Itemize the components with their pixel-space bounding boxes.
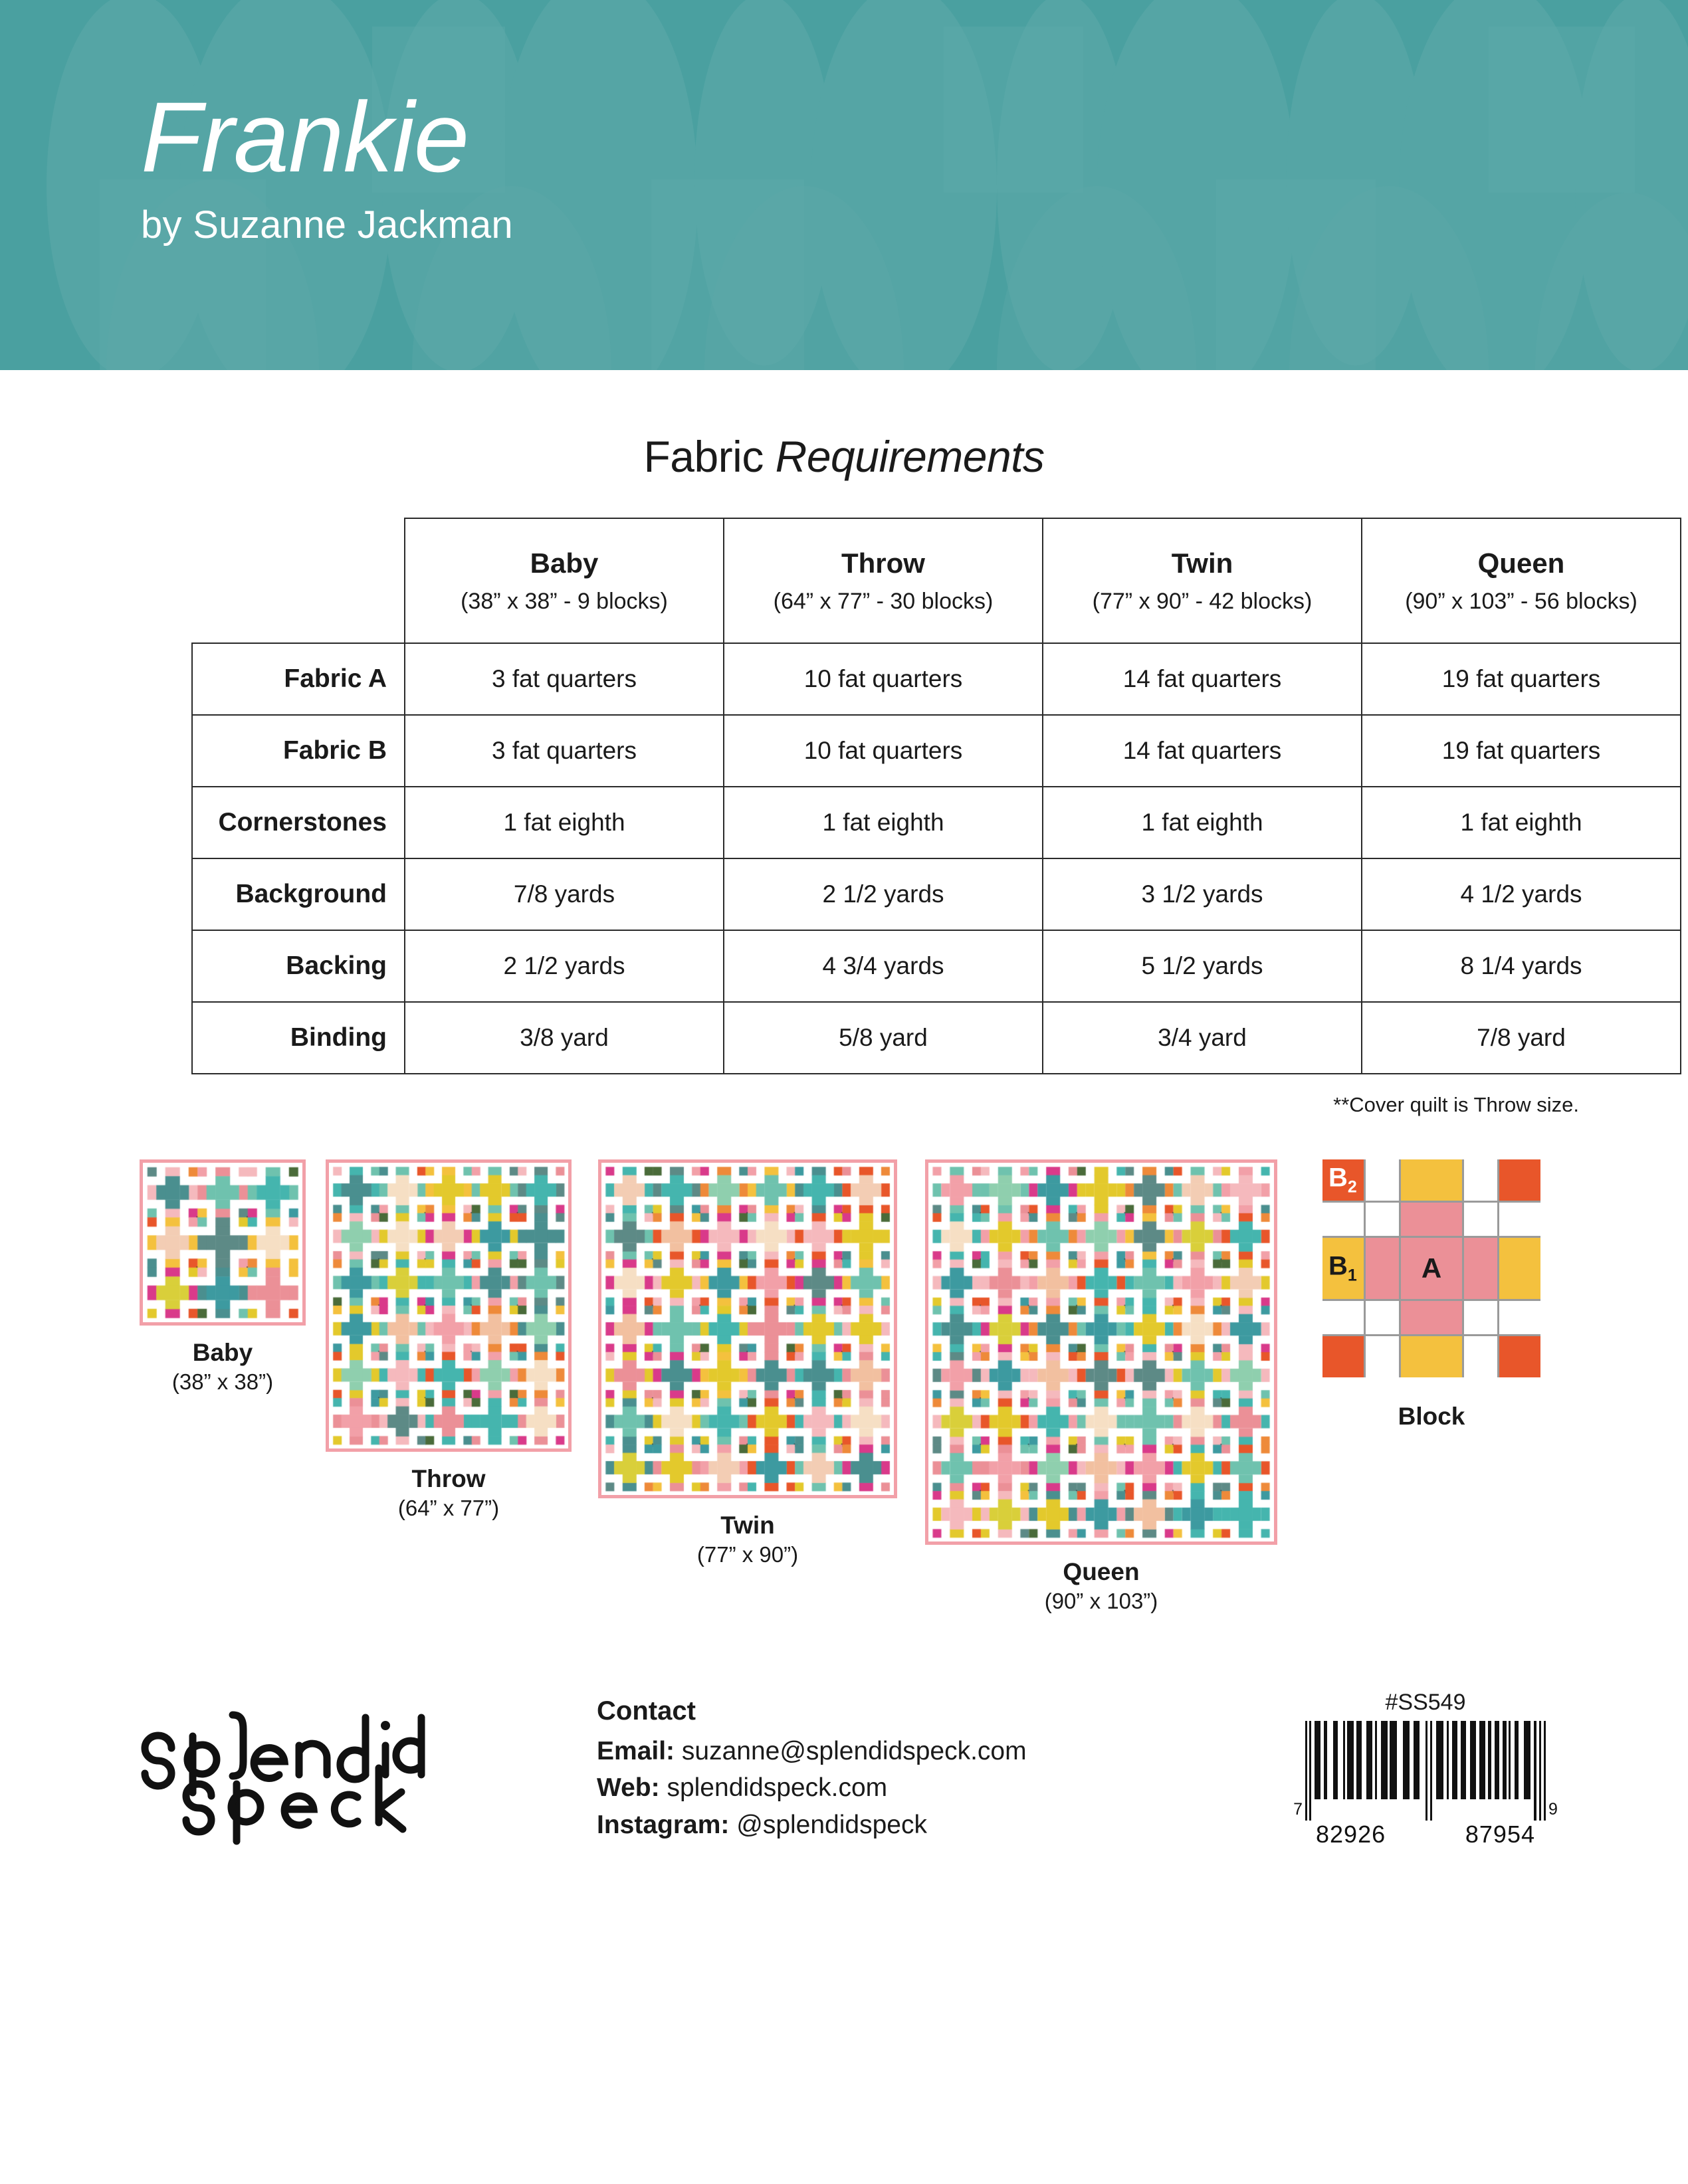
block-cell-cornerstone bbox=[1499, 1336, 1540, 1377]
quilt-thumbnail-throw bbox=[326, 1159, 572, 1522]
cell-background-throw: 2 1/2 yards bbox=[724, 858, 1043, 930]
block-cell-fabric-b bbox=[1401, 1159, 1462, 1201]
contact-web-label: Web: bbox=[597, 1773, 660, 1803]
title-word-regular: Fabric bbox=[643, 432, 776, 481]
contact-email-value[interactable]: suzanne@splendidspeck.com bbox=[681, 1737, 1027, 1765]
table-header-row bbox=[192, 518, 1681, 643]
block-cell-background bbox=[1322, 1301, 1364, 1334]
quilt-name: Twin bbox=[720, 1512, 775, 1539]
quilt-size-gallery bbox=[0, 1153, 1688, 1644]
sku-number: #SS549 bbox=[1385, 1690, 1466, 1715]
column-dimensions: (38” x 38” - 9 blocks) bbox=[461, 588, 668, 614]
row-label-cornerstones: Cornerstones bbox=[192, 787, 405, 858]
column-header-baby bbox=[405, 518, 724, 643]
block-cell-cornerstone bbox=[1499, 1159, 1540, 1201]
cell-fabric-b-queen: 19 fat quarters bbox=[1362, 715, 1681, 787]
block-cell-fabric-a bbox=[1401, 1301, 1462, 1334]
contact-block bbox=[597, 1696, 1027, 1843]
cell-cornerstones-throw: 1 fat eighth bbox=[724, 787, 1043, 858]
page-header-banner bbox=[0, 0, 1688, 370]
column-header-queen bbox=[1362, 518, 1681, 643]
block-cell-background bbox=[1366, 1203, 1399, 1236]
column-header-throw bbox=[724, 518, 1043, 643]
block-label-b2: $B_2$ bbox=[1328, 1163, 1357, 1197]
column-name: Twin bbox=[1171, 547, 1233, 579]
block-diagram-grid bbox=[1322, 1159, 1540, 1377]
quilt-image-twin bbox=[601, 1163, 894, 1495]
block-cell-background bbox=[1366, 1336, 1399, 1377]
column-name: Baby bbox=[530, 547, 599, 579]
row-label-fabric-a: Fabric A bbox=[192, 643, 405, 715]
cell-binding-twin: 3/4 yard bbox=[1043, 1002, 1362, 1074]
cell-fabric-a-throw: 10 fat quarters bbox=[724, 643, 1043, 715]
cell-background-baby: 7/8 yards bbox=[405, 858, 724, 930]
block-cell-fabric-a bbox=[1366, 1238, 1399, 1299]
cell-backing-queen: 8 1/4 yards bbox=[1362, 930, 1681, 1002]
block-cell-background bbox=[1322, 1203, 1364, 1236]
block-cell-fabric-b bbox=[1499, 1238, 1540, 1299]
quilt-label-queen bbox=[925, 1557, 1277, 1615]
page-title: Frankie bbox=[141, 81, 469, 193]
quilt-dimensions: (90” x 103”) bbox=[1044, 1589, 1158, 1614]
page-footer bbox=[0, 1663, 1688, 1969]
block-cell-background bbox=[1464, 1336, 1497, 1377]
column-header-twin bbox=[1043, 518, 1362, 643]
quilt-name: Queen bbox=[1063, 1558, 1140, 1585]
table-row bbox=[192, 858, 1681, 930]
contact-web-value[interactable]: splendidspeck.com bbox=[667, 1773, 888, 1803]
barcode-row bbox=[1283, 1721, 1568, 1821]
quilt-dimensions: (38” x 38”) bbox=[171, 1369, 274, 1395]
block-cell-background bbox=[1464, 1159, 1497, 1201]
column-dimensions: (77” x 90” - 42 blocks) bbox=[1092, 588, 1313, 614]
quilt-image-throw bbox=[329, 1163, 568, 1448]
title-word-italic: Requirements bbox=[775, 432, 1045, 481]
block-cell-background bbox=[1366, 1159, 1399, 1201]
barcode-group-left: 82926 bbox=[1316, 1821, 1386, 1848]
table-row bbox=[192, 643, 1681, 715]
block-label-b1: $B_1$ bbox=[1328, 1251, 1357, 1285]
barcode-trail-digit: 9 bbox=[1548, 1800, 1558, 1819]
block-cell-background bbox=[1464, 1203, 1497, 1236]
column-name: Queen bbox=[1477, 547, 1565, 579]
quilt-label-throw bbox=[326, 1464, 572, 1522]
contact-web-line bbox=[597, 1769, 1027, 1806]
quilt-border-throw bbox=[326, 1159, 572, 1452]
block-cell-background bbox=[1464, 1301, 1497, 1334]
cell-backing-throw: 4 3/4 yards bbox=[724, 930, 1043, 1002]
block-diagram-label: Block bbox=[1398, 1403, 1465, 1430]
cell-fabric-a-queen: 19 fat quarters bbox=[1362, 643, 1681, 715]
author-byline: by Suzanne Jackman bbox=[141, 203, 513, 247]
cell-fabric-a-baby: 3 fat quarters bbox=[405, 643, 724, 715]
row-label-backing: Backing bbox=[192, 930, 405, 1002]
contact-heading: Contact bbox=[597, 1696, 696, 1726]
contact-instagram-label: Instagram: bbox=[597, 1810, 730, 1839]
cell-cornerstones-queen: 1 fat eighth bbox=[1362, 787, 1681, 858]
barcode-lead-digit: 7 bbox=[1293, 1800, 1303, 1819]
cell-background-queen: 4 1/2 yards bbox=[1362, 858, 1681, 930]
cell-fabric-b-baby: 3 fat quarters bbox=[405, 715, 724, 787]
barcode-block bbox=[1283, 1690, 1568, 1848]
column-dimensions: (64” x 77” - 30 blocks) bbox=[773, 588, 994, 614]
cell-background-twin: 3 1/2 yards bbox=[1043, 858, 1362, 930]
block-cell-fabric-a bbox=[1401, 1238, 1462, 1299]
block-cell-background bbox=[1499, 1301, 1540, 1334]
cell-backing-twin: 5 1/2 yards bbox=[1043, 930, 1362, 1002]
column-name: Throw bbox=[841, 547, 925, 579]
column-dimensions: (90” x 103” - 56 blocks) bbox=[1405, 588, 1637, 614]
cell-cornerstones-twin: 1 fat eighth bbox=[1043, 787, 1362, 858]
cell-fabric-b-twin: 14 fat quarters bbox=[1043, 715, 1362, 787]
block-cell-fabric-a bbox=[1401, 1203, 1462, 1236]
cell-fabric-b-throw: 10 fat quarters bbox=[724, 715, 1043, 787]
fabric-requirements-table bbox=[191, 518, 1681, 1074]
block-cell-background bbox=[1499, 1203, 1540, 1236]
cell-binding-baby: 3/8 yard bbox=[405, 1002, 724, 1074]
table-row bbox=[192, 930, 1681, 1002]
cell-backing-baby: 2 1/2 yards bbox=[405, 930, 724, 1002]
contact-email-line bbox=[597, 1733, 1027, 1769]
quilt-dimensions: (64” x 77”) bbox=[397, 1496, 500, 1521]
fabric-requirements-title bbox=[0, 431, 1688, 482]
quilt-image-baby bbox=[143, 1163, 302, 1322]
block-label-a: A bbox=[1421, 1252, 1442, 1284]
fabric-requirements-table-wrap bbox=[92, 518, 1637, 1074]
logo-dot bbox=[381, 1721, 390, 1730]
barcode-numbers bbox=[1316, 1821, 1535, 1848]
cell-fabric-a-twin: 14 fat quarters bbox=[1043, 643, 1362, 715]
quilt-border-twin bbox=[598, 1159, 897, 1498]
table-row bbox=[192, 787, 1681, 858]
table-footnote: **Cover quilt is Throw size. bbox=[1333, 1093, 1579, 1116]
quilt-name: Baby bbox=[192, 1339, 253, 1366]
block-cell-fabric-b bbox=[1322, 1238, 1364, 1299]
barcode-group-right: 87954 bbox=[1465, 1821, 1535, 1848]
quilt-thumbnail-baby bbox=[140, 1159, 306, 1396]
row-label-background: Background bbox=[192, 858, 405, 930]
quilt-label-twin bbox=[598, 1510, 897, 1569]
block-cell-fabric-b bbox=[1401, 1336, 1462, 1377]
quilt-border-queen bbox=[925, 1159, 1277, 1545]
quilt-thumbnail-twin bbox=[598, 1159, 897, 1569]
contact-instagram-value[interactable]: @splendidspeck bbox=[736, 1810, 927, 1839]
contact-instagram-line bbox=[597, 1807, 1027, 1843]
cell-binding-queen: 7/8 yard bbox=[1362, 1002, 1681, 1074]
block-diagram bbox=[1322, 1159, 1540, 1432]
block-cell-fabric-a bbox=[1464, 1238, 1497, 1299]
cell-cornerstones-baby: 1 fat eighth bbox=[405, 787, 724, 858]
quilt-label-baby bbox=[140, 1338, 306, 1396]
barcode-bars bbox=[1303, 1721, 1548, 1821]
quilt-name: Throw bbox=[411, 1465, 486, 1492]
quilt-border-baby bbox=[140, 1159, 306, 1326]
splendid-speck-logo bbox=[141, 1703, 427, 1869]
block-cell-background bbox=[1366, 1301, 1399, 1334]
row-label-fabric-b: Fabric B bbox=[192, 715, 405, 787]
row-label-binding: Binding bbox=[192, 1002, 405, 1074]
cell-binding-throw: 5/8 yard bbox=[724, 1002, 1043, 1074]
block-cell-cornerstone bbox=[1322, 1336, 1364, 1377]
quilt-thumbnail-queen bbox=[925, 1159, 1277, 1615]
table-corner-cell bbox=[192, 518, 405, 643]
table-row bbox=[192, 715, 1681, 787]
contact-email-label: Email: bbox=[597, 1737, 675, 1765]
quilt-image-queen bbox=[928, 1163, 1274, 1541]
logo-mark bbox=[141, 1703, 427, 1869]
table-row bbox=[192, 1002, 1681, 1074]
quilt-dimensions: (77” x 90”) bbox=[696, 1542, 799, 1567]
block-cell-cornerstone bbox=[1322, 1159, 1364, 1201]
